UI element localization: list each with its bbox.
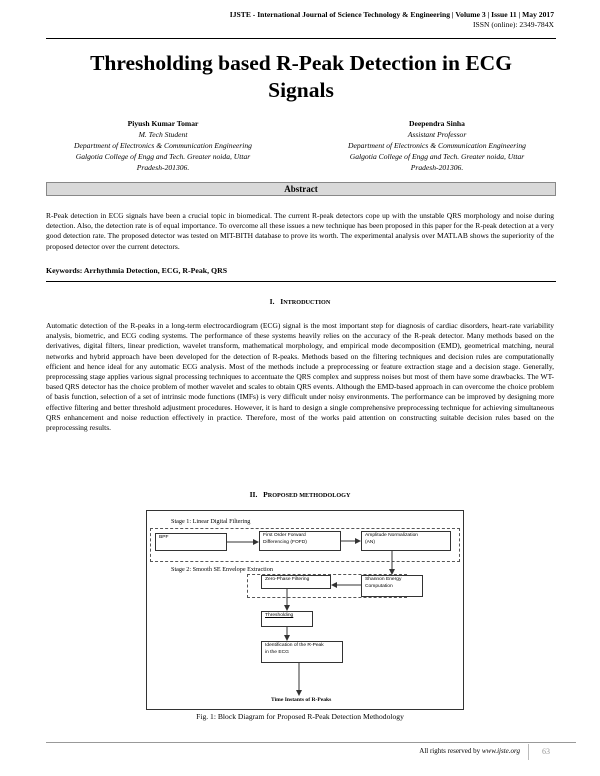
paper-title (46, 50, 556, 104)
output-label: Time Instants of R-Peaks (271, 697, 332, 703)
page-number: 63 (528, 744, 563, 760)
footer-rights-text: All rights reserved by (419, 747, 482, 755)
title-line-2: Signals (268, 78, 334, 102)
keywords: Keywords: Arrhythmia Detection, ECG, R-Peak, QRS (46, 266, 228, 275)
zpf-label: Zero-Phase Filtering (265, 577, 310, 582)
abstract-heading: Abstract (46, 182, 556, 196)
author-position: M. Tech Student (138, 130, 188, 139)
footer-rule (46, 742, 576, 743)
stage-1-label: Stage 1: Linear Digital Filtering (171, 518, 251, 525)
footer-rights (419, 747, 520, 755)
author-department: Department of Electronics & Communication Engineering (348, 141, 526, 150)
title-line-1: Thresholding based R-Peak Detection in ECG (90, 51, 512, 75)
ident-label-2: in the ECG (265, 649, 289, 655)
section-heading-methodology (46, 490, 554, 499)
se-label-1: Shannon Energy (365, 577, 402, 582)
header-rule (46, 38, 556, 39)
section-numeral: I. (269, 297, 275, 306)
ident-label-1: Identification of the R-Peak (265, 643, 324, 648)
journal-header: IJSTE - International Journal of Science Technology & Engineering | Volume 3 | Issue 11 | May 2017 (229, 10, 554, 19)
author-position: Assistant Professor (407, 130, 467, 139)
se-label-2: Computation (365, 583, 393, 589)
diagram-arrows (147, 511, 463, 709)
block-diagram (146, 510, 464, 710)
abstract-rule (46, 281, 556, 282)
section-title-rest: ROPOSED METHODOLOGY (267, 492, 351, 499)
section-title-initial: P (263, 490, 268, 499)
author-affiliation: Galgotia College of Engg and Tech. Greater noida, Uttar (349, 152, 525, 161)
author-name: Piyush Kumar Tomar (127, 119, 199, 128)
section-numeral: II. (249, 490, 258, 499)
an-label-1: Amplitude Normalization (365, 533, 419, 538)
an-label-2: (AN) (365, 539, 376, 545)
thresholding-label: Thresholding (265, 613, 294, 618)
issn-line: ISSN (online): 2349-784X (473, 20, 554, 29)
fofd-label-1: First Order Forward (263, 533, 306, 538)
author-affiliation-2: Pradesh-201306. (410, 163, 464, 172)
section-title-rest: NTRODUCTION (283, 299, 331, 306)
figure-caption: Fig. 1: Block Diagram for Proposed R-Peak Detection Methodology (196, 712, 404, 721)
section-heading-introduction (46, 297, 554, 306)
stage-2-label: Stage 2: Smooth SE Envelope Extraction (171, 566, 273, 573)
section-title-initial: I (280, 297, 284, 306)
author-affiliation-2: Pradesh-201306. (136, 163, 190, 172)
author-name: Deependra Sinha (409, 119, 465, 128)
author-block-2 (312, 118, 562, 173)
bpf-label: BPF (159, 535, 169, 540)
footer-site-link[interactable]: www.ijste.org (481, 747, 520, 755)
author-block-1 (38, 118, 288, 173)
author-affiliation: Galgotia College of Engg and Tech. Greater noida, Uttar (75, 152, 251, 161)
abstract-text: R-Peak detection in ECG signals have been a crucial topic in biomedical. The current R-peak detectors cope up with the unstable QRS morphology and noise during detection. Also, the detection rate is of equal importance. To overcome all these issues a new technique has been proposed in this paper for the R-peak detection at a very good detection rate. The proposed detector was tested on MIT-BITH database to prove its worth. The experimental analysis over MATLAB shows the superiority of the proposed detector over the current detectors. (46, 211, 554, 251)
author-department: Department of Electronics & Communication Engineering (74, 141, 252, 150)
introduction-text: Automatic detection of the R-peaks in a long-term electrocardiogram (ECG) signal is the most important step for diagnosis of cardiac disorders, heart-rate variability analysis, biometric, and ECG coding systems. The performance of these systems heavily relies on the accuracy of the R-peak detector. Many methods based on the derivatives, digital filters, linear prediction, wavelet transform, mathematical morphology, and empirical mode decomposition (EMD), geometrical matching, neural networks and hybrid approach have been developed for the detection of R-peaks. Methods based on the filtering techniques and decision rules are computationally efficient and hence ideal for any automatic ECG analysis. Most of the methods include a preprocessing or feature extraction stage and a decision stage. Generally, preprocessing stage applies various signal processing techniques to accentuate the QRS complex and suppress noises but most of them have some drawbacks. The WT-based QRS detector has the choice problem of mother wavelet and scales to obtain QRS events. Although the EMD-based approach in can overcome the choice problem of basis function, selection of a set of intrinsic mode functions (IMFs) is very difficult under noisy environments. The performance can be improved by designing more effective filtering and better threshold adjustment procedures. However, it is hard to design a single comprehensive preprocessing technique for achieving simultaneous QRS enhancement and noise reduction effectively in practice. Therefore, most of the works paid attention on constructing suitable decision rules based on the preprocessing results. (46, 321, 554, 433)
fofd-label-2: Differencing (FOFD) (263, 539, 307, 545)
